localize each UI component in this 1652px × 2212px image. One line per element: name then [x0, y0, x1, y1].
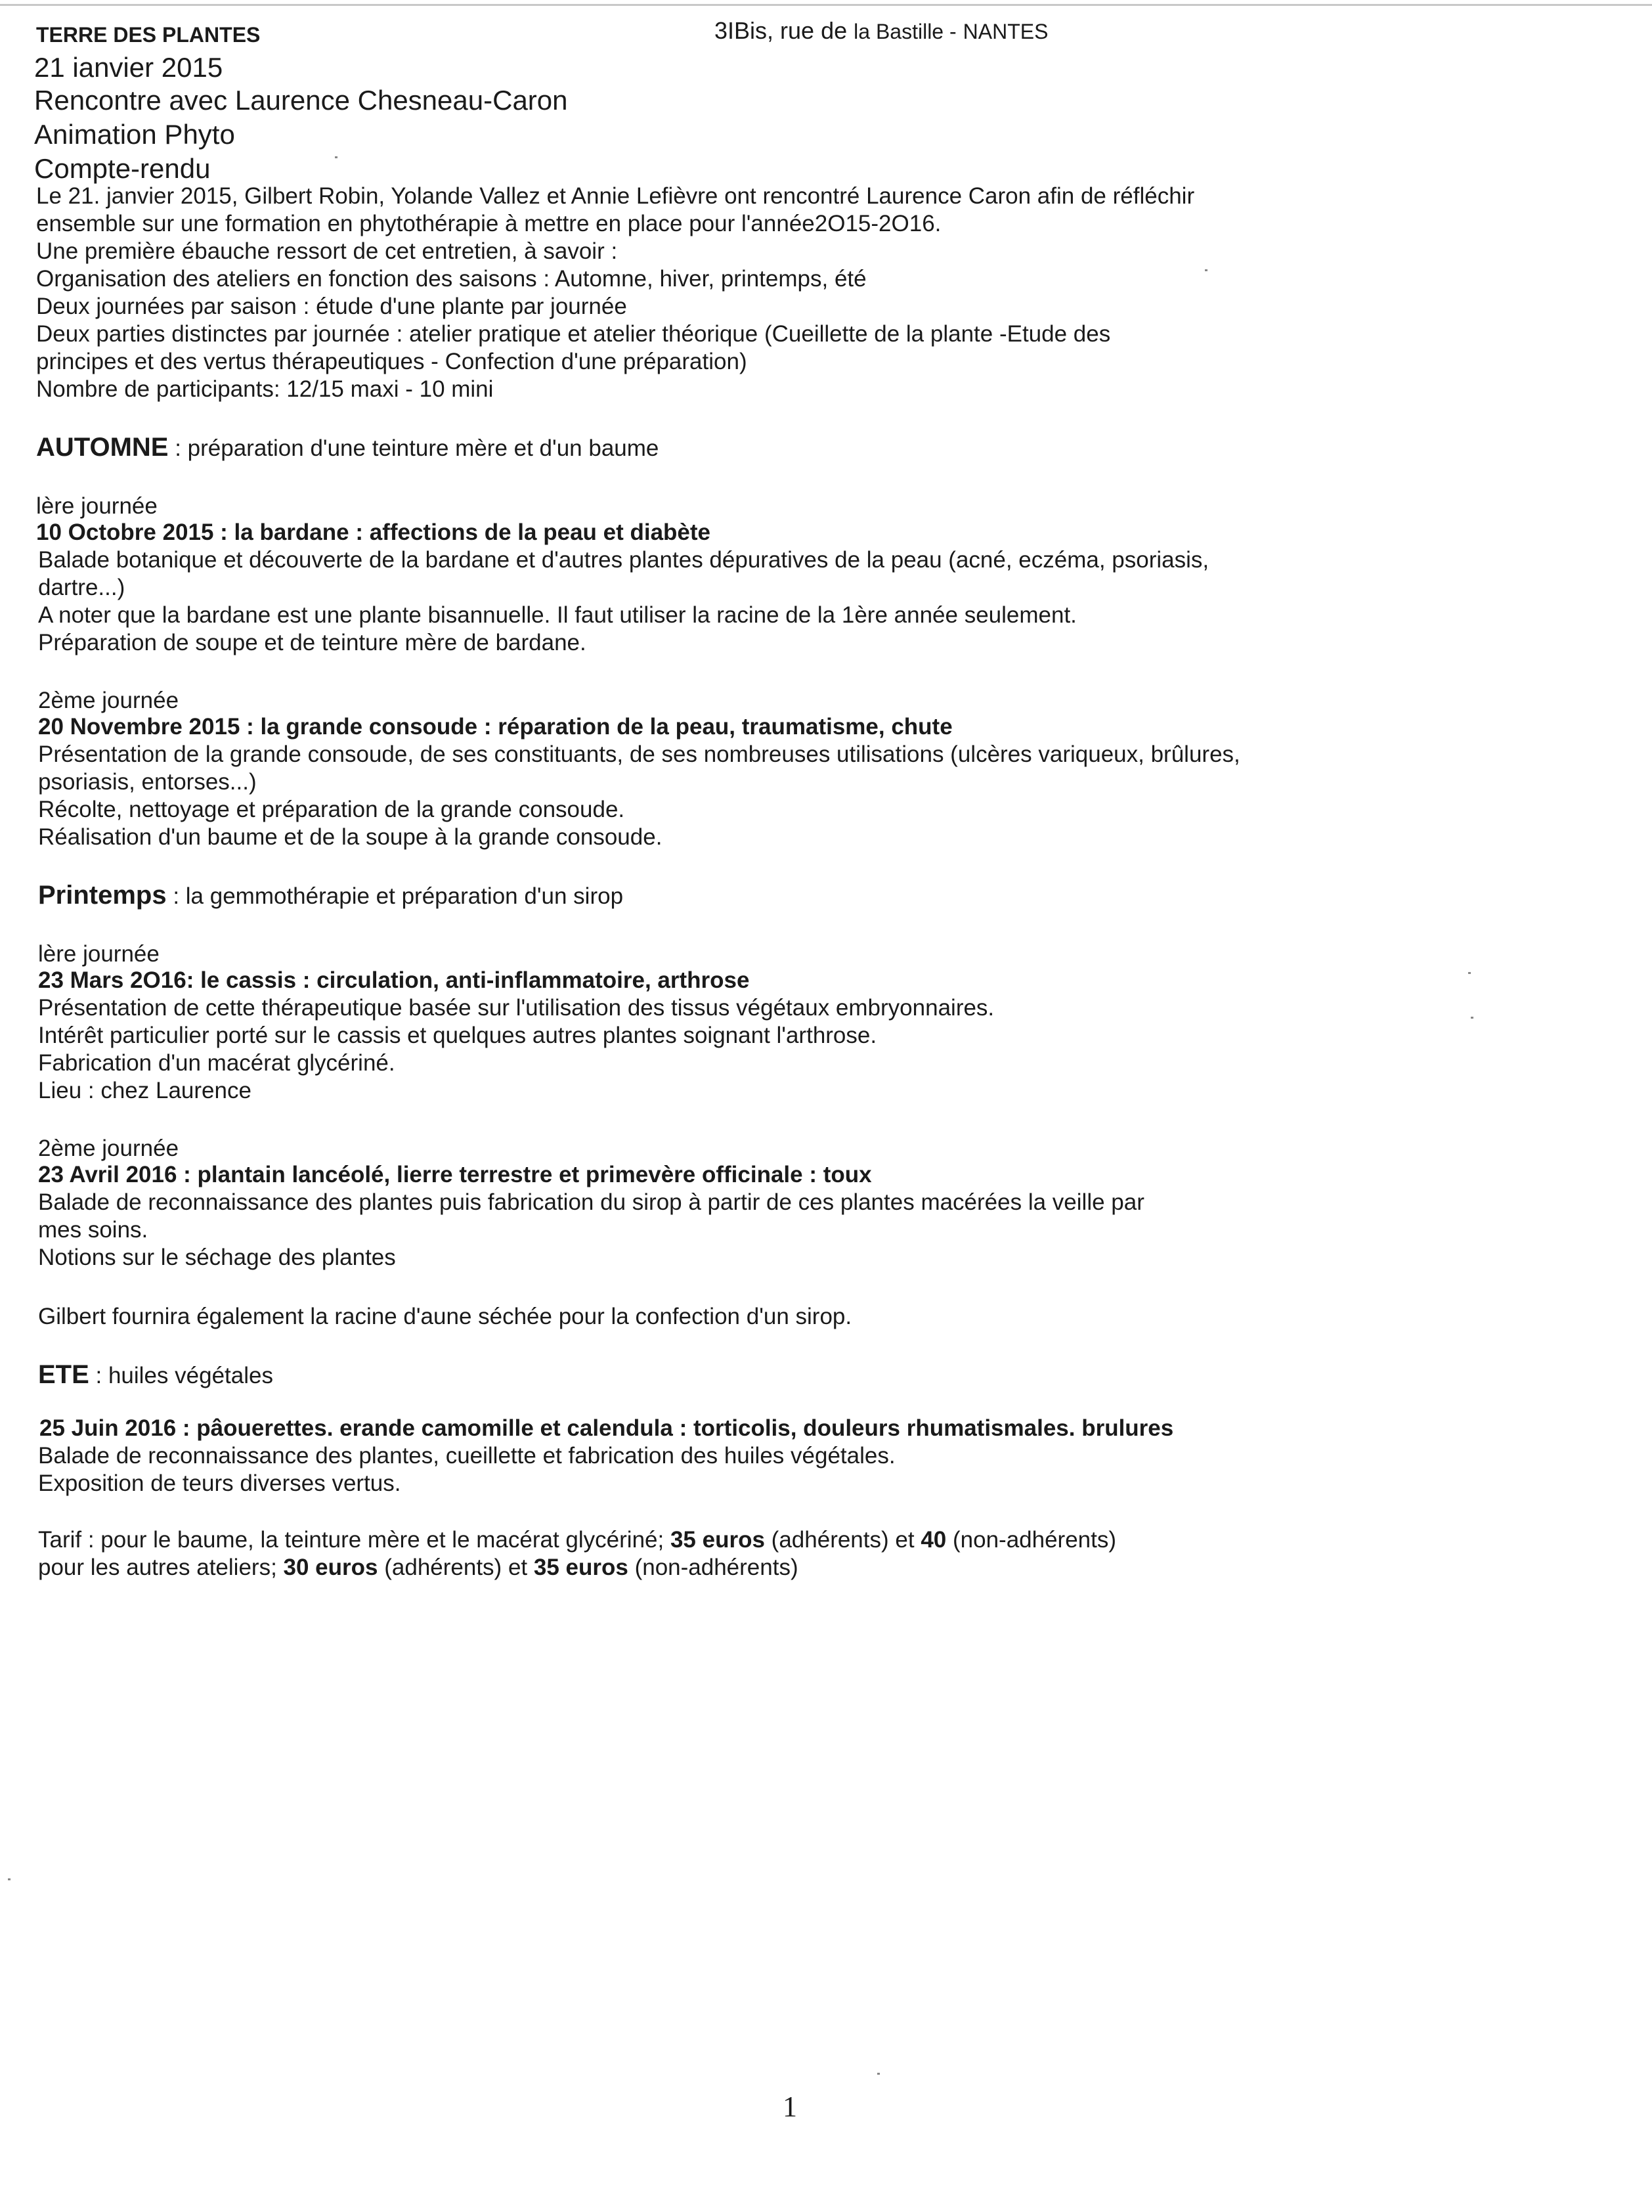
day-line: Balade de reconnaissance des plantes, cueillette et fabrication des huiles végétales. [38, 1443, 896, 1469]
day-line: Présentation de cette thérapeutique basée sur l'utilisation des tissus végétaux embryonnaires. [38, 995, 995, 1021]
day-title: 25 Juin 2016 : pâouerettes. erande camomille et calendula : torticolis, douleurs rhumatismales. brulures [39, 1415, 1174, 1441]
season-heading: AUTOMNE [36, 433, 169, 462]
season-heading: ETE [38, 1360, 89, 1389]
season-subtitle: : préparation d'une teinture mère et d'un baume [168, 435, 659, 461]
day-line: A noter que la bardane est une plante bisannuelle. Il faut utiliser la racine de la 1ère année seulement. [38, 602, 1077, 628]
meeting-date: 21 ianvier 2015 [34, 52, 223, 83]
intro-line: Nombre de participants: 12/15 maxi - 10 mini [36, 376, 494, 402]
intro-line: Le 21. janvier 2015, Gilbert Robin, Yolande Vallez et Annie Lefièvre ont rencontré Laurence Caron afin de réfléchir [36, 183, 1195, 209]
intro-line: Une première ébauche ressort de cet entretien, à savoir : [36, 238, 618, 264]
intro-line: Organisation des ateliers en fonction des saisons : Automne, hiver, printemps, été [36, 266, 867, 292]
day-line: Notions sur le séchage des plantes [38, 1245, 396, 1270]
intro-line: Deux journées par saison : étude d'une plante par journée [36, 294, 627, 319]
day-line: psoriasis, entorses...) [38, 769, 257, 795]
day-line: dartre...) [38, 575, 125, 600]
season-subtitle: : la gemmothérapie et préparation d'un sirop [166, 883, 624, 909]
scan-speck [1468, 972, 1471, 974]
section-printemps [38, 881, 623, 910]
day-line: Préparation de soupe et de teinture mère de bardane. [38, 630, 586, 655]
scan-speck [877, 2073, 880, 2075]
report-title: Compte-rendu [34, 153, 211, 184]
day-line: Récolte, nettoyage et préparation de la grande consoude. [38, 797, 625, 822]
day-line: Balade de reconnaissance des plantes puis fabrication du sirop à partir de ces plantes macérées la veille par [38, 1189, 1144, 1215]
address [714, 17, 1048, 45]
day-line: Exposition de teurs diverses vertus. [38, 1471, 401, 1496]
address-main: 3IBis, rue de [714, 17, 848, 44]
scan-speck [1471, 1017, 1473, 1019]
section-ete [38, 1361, 273, 1390]
scan-speck [1205, 269, 1207, 271]
day-title: 20 Novembre 2015 : la grande consoude : réparation de la peau, traumatisme, chute [38, 714, 953, 740]
page-number: 1 [783, 2090, 797, 2123]
day-line: Fabrication d'un macérat glycériné. [38, 1050, 395, 1076]
day-line: Réalisation d'un baume et de la soupe à la grande consoude. [38, 824, 663, 850]
section-automne [36, 433, 659, 462]
intro-line: ensemble sur une formation en phytothérapie à mettre en place pour l'année2O15-2O16. [36, 211, 942, 236]
day-line: Balade botanique et découverte de la bardane et d'autres plantes dépuratives de la peau (acné, eczéma, psoriasis, [38, 547, 1209, 573]
intro-line: principes et des vertus thérapeutiques - Confection d'une préparation) [36, 349, 747, 374]
day-line: Intérêt particulier porté sur le cassis et quelques autres plantes soignant l'arthrose. [38, 1023, 877, 1048]
tarif-line: Tarif : pour le baume, la teinture mère et le macérat glycériné; 35 euros (adhérents) et 40 (non-adhérents) [38, 1527, 1117, 1553]
season-subtitle: : huiles végétales [89, 1363, 273, 1388]
day-label: lère journée [36, 493, 158, 519]
address-street: la Bastille - [854, 20, 957, 43]
intro-line: Deux parties distinctes par journée : atelier pratique et atelier théorique (Cueillette de la plante -Etude des [36, 321, 1111, 347]
day-label: 2ème journée [38, 1136, 179, 1161]
day-title: 23 Mars 2O16: le cassis : circulation, anti-inflammatoire, arthrose [38, 967, 750, 993]
day-label: lère journée [38, 941, 160, 967]
day-label: 2ème journée [38, 688, 179, 713]
animation-title: Animation Phyto [34, 119, 235, 150]
day-line: Présentation de la grande consoude, de ses constituants, de ses nombreuses utilisations (ulcères variqueux, brûlures, [38, 741, 1240, 767]
day-title: 23 Avril 2016 : plantain lancéolé, lierre terrestre et primevère officinale : toux [38, 1162, 872, 1187]
scan-speck [335, 156, 337, 158]
scan-top-edge [0, 4, 1652, 6]
day-title: 10 Octobre 2015 : la bardane : affections de la peau et diabète [36, 520, 711, 545]
season-heading: Printemps [38, 881, 167, 910]
org-name: TERRE DES PLANTES [36, 23, 261, 47]
scan-speck [8, 1878, 11, 1880]
note-line: Gilbert fournira également la racine d'aune séchée pour la confection d'un sirop. [38, 1304, 852, 1329]
day-line: Lieu : chez Laurence [38, 1078, 251, 1103]
address-city: NANTES [963, 20, 1049, 43]
meeting-title: Rencontre avec Laurence Chesneau-Caron [34, 85, 568, 116]
day-line: mes soins. [38, 1217, 148, 1243]
tarif-line: pour les autres ateliers; 30 euros (adhérents) et 35 euros (non-adhérents) [38, 1555, 798, 1580]
